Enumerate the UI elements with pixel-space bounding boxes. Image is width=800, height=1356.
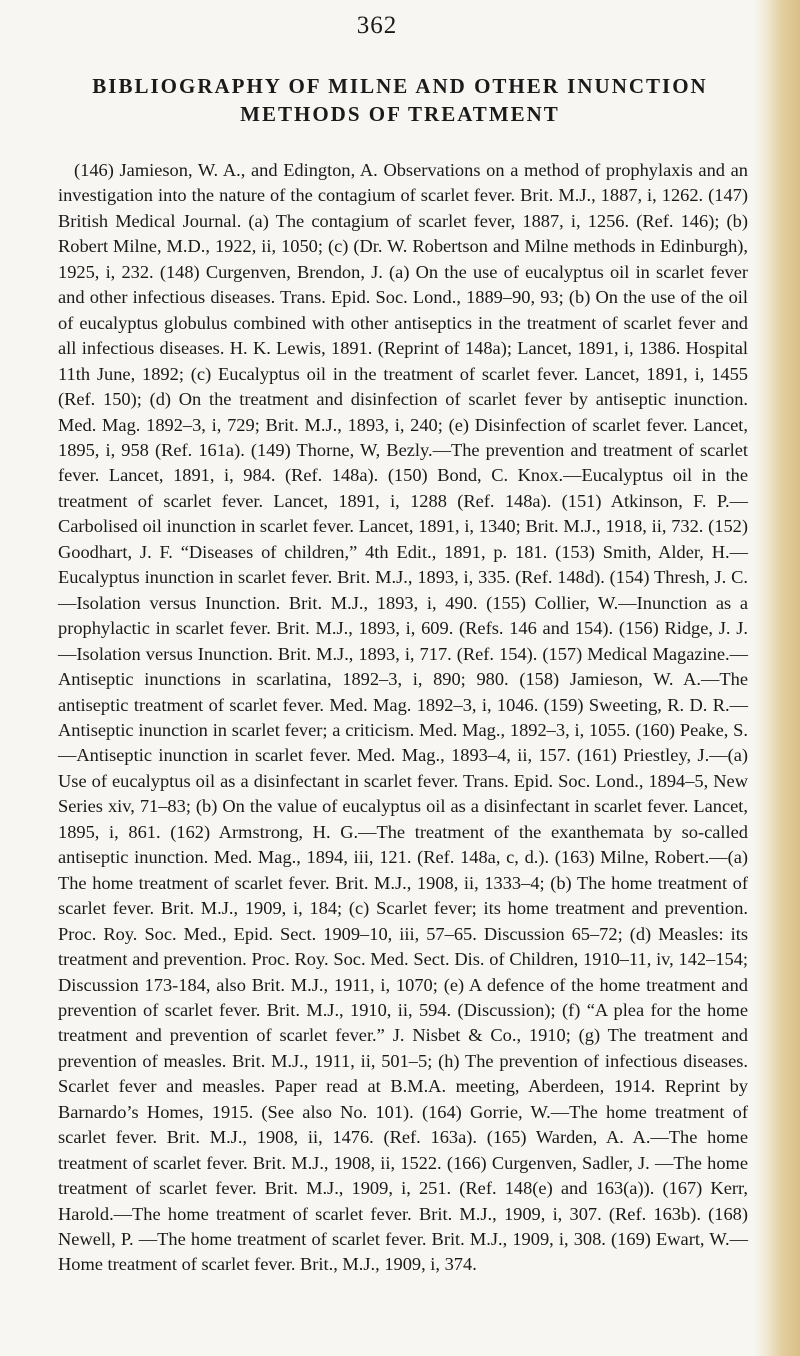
page-title-line-1: BIBLIOGRAPHY OF MILNE AND OTHER INUNCTION bbox=[92, 74, 708, 98]
page-edge bbox=[754, 0, 800, 1356]
page-number: 362 bbox=[356, 12, 398, 39]
page-title bbox=[58, 72, 742, 128]
bibliography-text: (146) Jamieson, W. A., and Edington, A. Observations on a method of prophylaxis and an investigation into the nature of the contagium of scarlet fever. Brit. M.J., 1887, i, 1262. (147) British Medical Journal. (a) The contagium of scarlet fever, 1887, i, 1256. (Ref. 146); (b) Robert Milne, M.D., 1922, ii, 1050; (c) (Dr. W. Robertson and Milne methods in Edinburgh), 1925, i, 232. (148) Curgenven, Brendon, J. (a) On the use of eucalyptus oil in scarlet fever and other infectious diseases. Trans. Epid. Soc. Lond., 1889–90, 93; (b) On the use of the oil of eucalyptus globulus combined with other antiseptics in the treatment of scarlet fever and all infectious diseases. H. K. Lewis, 1891. (Reprint of 148a); Lancet, 1891, i, 1386. Hospital 11th June, 1892; (c) Eucalyptus oil in the treatment of scarlet fever. Lancet, 1891, i, 1455 (Ref. 150); (d) On the treatment and disinfection of scarlet fever by antiseptic inunction. Med. Mag. 1892–3, i, 729; Brit. M.J., 1893, i, 240; (e) Disinfection of scarlet fever. Lancet, 1895, i, 958 (Ref. 161a). (149) Thorne, W, Bezly.—The prevention and treatment of scarlet fever. Lancet, 1891, i, 984. (Ref. 148a). (150) Bond, C. Knox.—Eucalyptus oil in the treatment of scarlet fever. Lancet, 1891, i, 1288 (Ref. 148a). (151) Atkinson, F. P.—Carbolised oil inunction in scarlet fever. Lancet, 1891, i, 1340; Brit. M.J., 1918, ii, 732. (152) Goodhart, J. F. “Diseases of children,” 4th Edit., 1891, p. 181. (153) Smith, Alder, H.—Eucalyptus inunction in scarlet fever. Brit. M.J., 1893, i, 335. (Ref. 148d). (154) Thresh, J. C.—Isolation versus Inunction. Brit. M.J., 1893, i, 490. (155) Collier, W.—Inunction as a prophylactic in scarlet fever. Brit. M.J., 1893, i, 609. (Refs. 146 and 154). (156) Ridge, J. J.—Isolation versus Inunction. Brit. M.J., 1893, i, 717. (Ref. 154). (157) Medical Magazine.—Antiseptic inunctions in scarlatina, 1892–3, i, 890; 980. (158) Jamieson, W. A.—The antiseptic treatment of scarlet fever. Med. Mag. 1892–3, i, 1046. (159) Sweeting, R. D. R.—Antiseptic inunction in scarlet fever; a criticism. Med. Mag., 1892–3, i, 1055. (160) Peake, S.—Antiseptic inunction in scarlet fever. Med. Mag., 1893–4, ii, 157. (161) Priestley, J.—(a) Use of eucalyptus oil as a disinfectant in scarlet fever. Trans. Epid. Soc. Lond., 1894–5, New Series xiv, 71–83; (b) On the value of eucalyptus oil as a disinfectant in scarlet fever. Lancet, 1895, i, 861. (162) Armstrong, H. G.—The treatment of the exanthemata by so-called antiseptic inunction. Med. Mag., 1894, iii, 121. (Ref. 148a, c, d.). (163) Milne, Robert.—(a) The home treatment of scarlet fever. Brit. M.J., 1908, ii, 1333–4; (b) The home treatment of scarlet fever. Brit. M.J., 1909, i, 184; (c) Scarlet fever; its home treatment and prevention. Proc. Roy. Soc. Med., Epid. Sect. 1909–10, iii, 57–65. Discussion 65–72; (d) Measles: its treatment and prevention. Proc. Roy. Soc. Med. Sect. Dis. of Children, 1910–11, iv, 142–154; Discussion 173-184, also Brit. M.J., 1911, i, 1070; (e) A defence of the home treatment and prevention of scarlet fever. Brit. M.J., 1910, ii, 594. (Discussion); (f) “A plea for the home treatment and prevention of scarlet fever.” J. Nisbet & Co., 1910; (g) The treatment and prevention of measles. Brit. M.J., 1911, ii, 501–5; (h) The prevention of infectious diseases. Scarlet fever and measles. Paper read at B.M.A. meeting, Aberdeen, 1914. Reprint by Barnardo’s Homes, 1915. (See also No. 101). (164) Gorrie, W.—The home treatment of scarlet fever. Brit. M.J., 1908, ii, 1476. (Ref. 163a). (165) Warden, A. A.—The home treatment of scarlet fever. Brit. M.J., 1908, ii, 1522. (166) Curgenven, Sadler, J. —The home treatment of scarlet fever. Brit. M.J., 1909, i, 251. (Ref. 148(e) and 163(a)). (167) Kerr, Harold.—The home treatment of scarlet fever. Brit. M.J., 1909, i, 307. (Ref. 163b). (168) Newell, P. —The home treatment of scarlet fever. Brit. M.J., 1909, i, 308. (169) Ewart, W.—Home treatment of scarlet fever. Brit., M.J., 1909, i, 374. bbox=[58, 160, 748, 1275]
page-title-line-2: METHODS OF TREATMENT bbox=[240, 102, 560, 126]
